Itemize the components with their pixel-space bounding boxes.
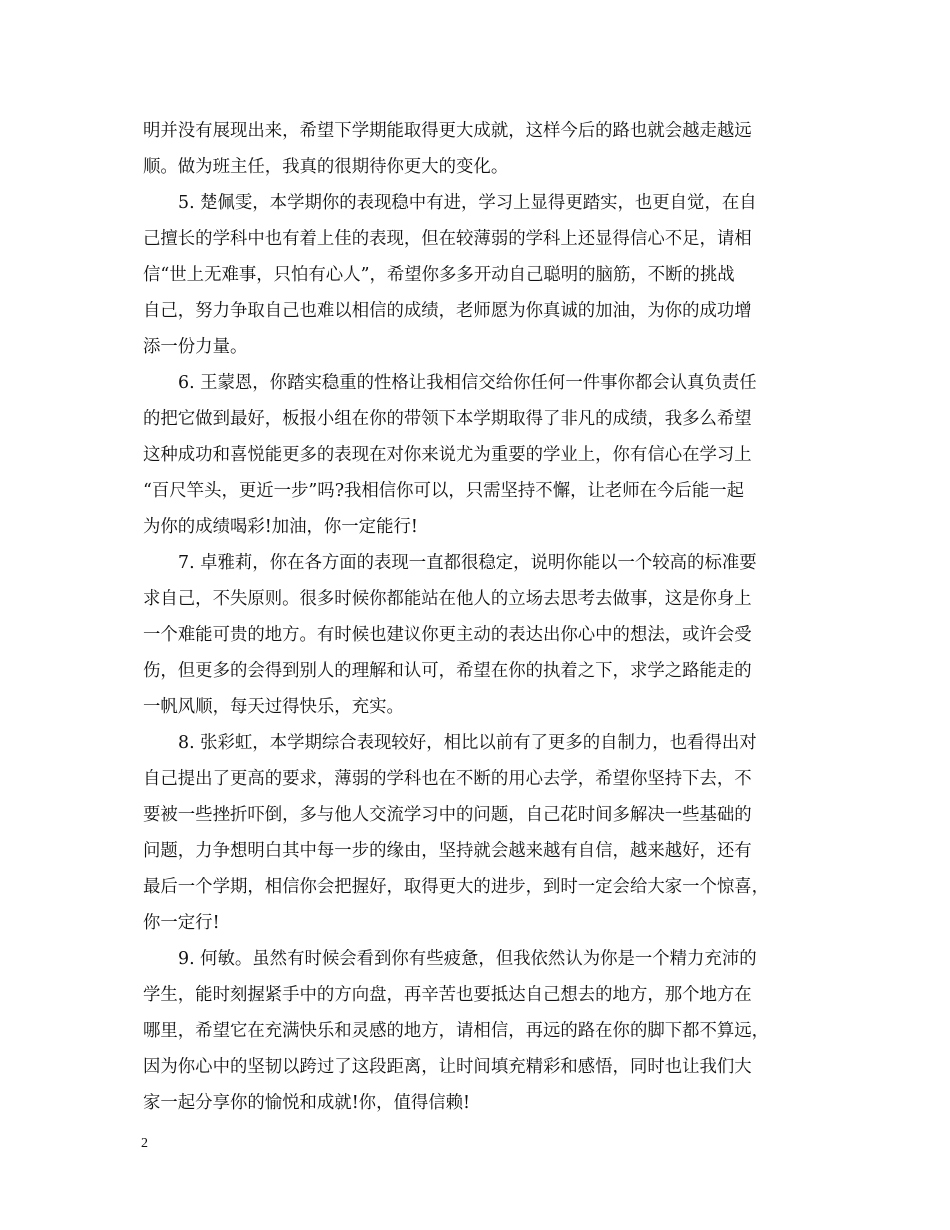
- text-line: 添一份力量。: [143, 337, 248, 357]
- text-line: 一个难能可贵的地方。有时候也建议你更主动的表达出你心中的想法，或许会受: [143, 625, 752, 645]
- text-line: 自己，努力争取自己也难以相信的成绩，老师愿为你真诚的加油，为你的成功增: [143, 301, 752, 321]
- text-line: 哪里，希望它在充满快乐和灵感的地方，请相信，再远的路在你的脚下都不算远，: [143, 1021, 770, 1041]
- text-line: 一帆风顺，每天过得快乐，充实。: [143, 697, 404, 717]
- text-line: 你一定行!: [143, 913, 220, 933]
- page-number: 2: [141, 1136, 148, 1151]
- text-line: 求自己，不失原则。很多时候你都能站在他人的立场去思考去做事，这是你身上: [143, 589, 752, 609]
- text-line: 因为你心中的坚韧以跨过了这段距离，让时间填充精彩和感悟，同时也让我们大: [143, 1057, 752, 1077]
- text-line: 这种成功和喜悦能更多的表现在对你来说尤为重要的学业上，你有信心在学习上: [143, 445, 752, 465]
- paragraph-start-9: 9. 何敏。虽然有时候会看到你有些疲惫，但我依然认为你是一个精力充沛的: [178, 949, 757, 969]
- text-line: 的把它做到最好，板报小组在你的带领下本学期取得了非凡的成绩，我多么希望: [143, 409, 752, 429]
- text-line: 明并没有展现出来，希望下学期能取得更大成就，这样今后的路也就会越走越远: [143, 121, 752, 141]
- text-line: 最后一个学期，相信你会把握好，取得更大的进步，到时一定会给大家一个惊喜，: [143, 877, 770, 897]
- text-line: 要被一些挫折吓倒，多与他人交流学习中的问题，自己花时间多解决一些基础的: [143, 805, 752, 825]
- paragraph-start-7: 7. 卓雅莉，你在各方面的表现一直都很稳定，说明你能以一个较高的标准要: [178, 553, 757, 573]
- text-line: 信“世上无难事，只怕有心人”，希望你多多开动自己聪明的脑筋，不断的挑战: [143, 265, 735, 285]
- text-line: 家一起分享你的愉悦和成就!你，值得信赖!: [143, 1093, 471, 1113]
- text-line: 问题，力争想明白其中每一步的缘由，坚持就会越来越有自信，越来越好，还有: [143, 841, 752, 861]
- text-line: “百尺竿头，更近一步”吗?我相信你可以，只需坚持不懈，让老师在今后能一起: [143, 481, 744, 501]
- text-line: 学生，能时刻握紧手中的方向盘，再辛苦也要抵达自己想去的地方，那个地方在: [143, 985, 752, 1005]
- paragraph-start-6: 6. 王蒙恩，你踏实稳重的性格让我相信交给你任何一件事你都会认真负责任: [178, 373, 757, 393]
- text-line: 顺。做为班主任，我真的很期待你更大的变化。: [143, 157, 509, 177]
- text-line: 为你的成绩喝彩!加油，你一定能行!: [143, 517, 418, 537]
- paragraph-start-8: 8. 张彩虹，本学期综合表现较好，相比以前有了更多的自制力，也看得出对: [178, 733, 757, 753]
- paragraph-start-5: 5. 楚佩雯，本学期你的表现稳中有进，学习上显得更踏实，也更自觉，在自: [178, 193, 757, 213]
- text-line: 自己提出了更高的要求，薄弱的学科也在不断的用心去学，希望你坚持下去，不: [143, 769, 752, 789]
- text-line: 己擅长的学科中也有着上佳的表现，但在较薄弱的学科上还显得信心不足，请相: [143, 229, 752, 249]
- text-line: 伤，但更多的会得到别人的理解和认可，希望在你的执着之下，求学之路能走的: [143, 661, 752, 681]
